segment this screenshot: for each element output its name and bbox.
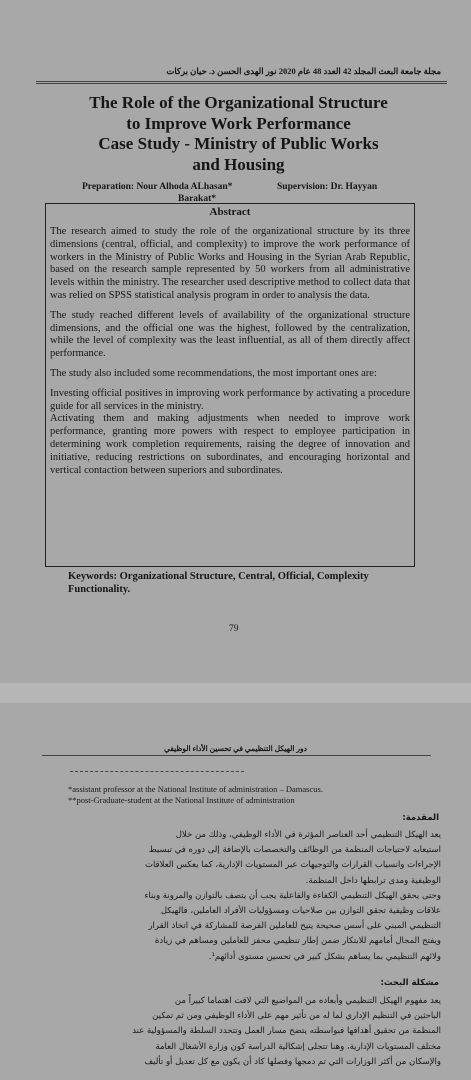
abstract-paragraph: Activating them and making adjustments when needed to improve work performance, granting more powers with respect to employee participation in determining work completion requirements, raising the degree of innovation and initiative, reducing restrictions on subordinates, and encouraging horizontal and vertical contaction between superiors and subordinates. (50, 413, 410, 476)
footnote: *assistant professor at the National Institute of administration – Damascus. (68, 784, 323, 794)
header-rule-thin (36, 83, 447, 84)
text-line: والإسكان من أكثر الوزارات التي تم دمجها وفصلها كاد أن يكون مع كل تعديل أو تأليف (144, 1056, 441, 1067)
footnote: **post-Graduate-student at the National Institute of administration (68, 795, 295, 805)
text-line: وحتى يحقق الهيكل التنظيمي الكفاءة والفاعلية يجب أن يتصف بالتوازن والمرونة وبناء (144, 890, 441, 901)
paper-title (20, 93, 457, 175)
text-line: ويفتح المجال أمامهم للابتكار ضمن إطار تنظيمي محفز للعاملين ومساهم في زيادة (154, 936, 441, 947)
text-line: علاقات وظيفية تحقق التوازن بين صلاحيات ومسؤوليات الأفراد العاملين، فالهيكل (160, 906, 441, 917)
abstract-heading: Abstract (209, 206, 251, 218)
abstract-body (50, 226, 410, 484)
text-line: التنظيمي المبني على أسس صحيحة يتيح للعاملين الفرصة للمشاركة في اتخاذ القرار (148, 921, 441, 932)
footnote-separator (70, 771, 244, 772)
page-number: 79 (229, 624, 239, 634)
abstract-paragraph: The study also included some recommendations, the most important ones are: (50, 367, 377, 379)
text-line: ولائهم التنظيمي بما يساهم بشكل كبير في تحسين مستوى أدائهم¹. (208, 951, 441, 962)
page-gap (0, 683, 471, 703)
text-line: الإجراءات وانسياب القرارات والتوجيهات عبر المستويات الإدارية، كما يعكس العلاقات (144, 860, 441, 871)
text-line: استيعابه لاحتياجات المنظمة من الوظائف والتخصصات بالإضافة إلى دوره في تبسيط (148, 845, 441, 856)
text-line: المنظمة من تحقيق أهدافها فبواسطته يتضح مسار العمل وتتحدد السلطة والمسؤولية عند (132, 1026, 441, 1037)
journal-header: مجلة جامعة البعث المجلد 42 العدد 48 عام 2020 نور الهدى الحسن د. حيان بركات (166, 66, 441, 76)
text-line: يعد الهيكل التنظيمي أحد العناصر المؤثرة في الأداء الوظيفي، وذلك من خلال (175, 830, 441, 840)
abstract-paragraph: The research aimed to study the role of the organizational structure by its three dimensions (central, official, and complexity) to improve the work performance of workers in the Ministry of Public Works and Housing in the Syrian Arab Republic, based on the research sample represented by 50 workers from all administrative levels within the ministry. The researcher used descriptive method to collect data that was relied on SPSS statistical analysis program in order to analysis the data. (50, 226, 410, 301)
supervision-author: Supervision: Dr. Hayyan (277, 182, 378, 192)
header-rule (36, 81, 447, 82)
text-line: مختلف المستويات الإدارية، وهنا تتجلى إشكالية الدراسة كون وزارة الأشغال العامة (155, 1041, 441, 1052)
abstract-paragraph: Investing official positives in improving work performance by activating a procedure guide for all services in the ministry. (50, 387, 410, 412)
keywords: Keywords: Organizational Structure, Central, Official, Complexity Functionality. (68, 571, 369, 595)
problem-text (31, 994, 441, 1070)
problem-heading: مشكلة البحث: (380, 978, 439, 988)
abstract-paragraph: The study reached different levels of availability of the organizational structure dimensions, and the official one was the highest, followed by the centralization, while the level of complexity was the least influential, as all of them directly affect performance. (50, 309, 410, 360)
text-line: الوظيفية ومدى ترابطها داخل المنظمة. (305, 875, 441, 886)
supervision-author-cont: Barakat* (178, 194, 216, 204)
title-line: The Role of the Organizational Structure (89, 93, 388, 112)
title-line: to Improve Work Performance (126, 113, 351, 133)
title-line: Case Study - Ministry of Public Works (98, 134, 379, 153)
intro-heading: المقدمة: (402, 813, 439, 823)
preparation-author: Preparation: Nour Alhoda ALhasan* (82, 182, 233, 192)
title-line: and Housing (192, 154, 285, 174)
intro-text (31, 828, 441, 965)
text-line: يعد مفهوم الهيكل التنظيمي وأبعاده من المواضيع التي لاقت اهتماما كبيراً من (174, 996, 441, 1006)
text-line: الباحثين في التنظيم الإداري لما له من تأثير مهم على الأداء الوظيفي ومن ثم تمكين (152, 1011, 441, 1022)
running-header: دور الهيكل التنظيمي في تحسين الأداء الوظيفي (164, 744, 307, 753)
running-header-rule (42, 755, 431, 756)
